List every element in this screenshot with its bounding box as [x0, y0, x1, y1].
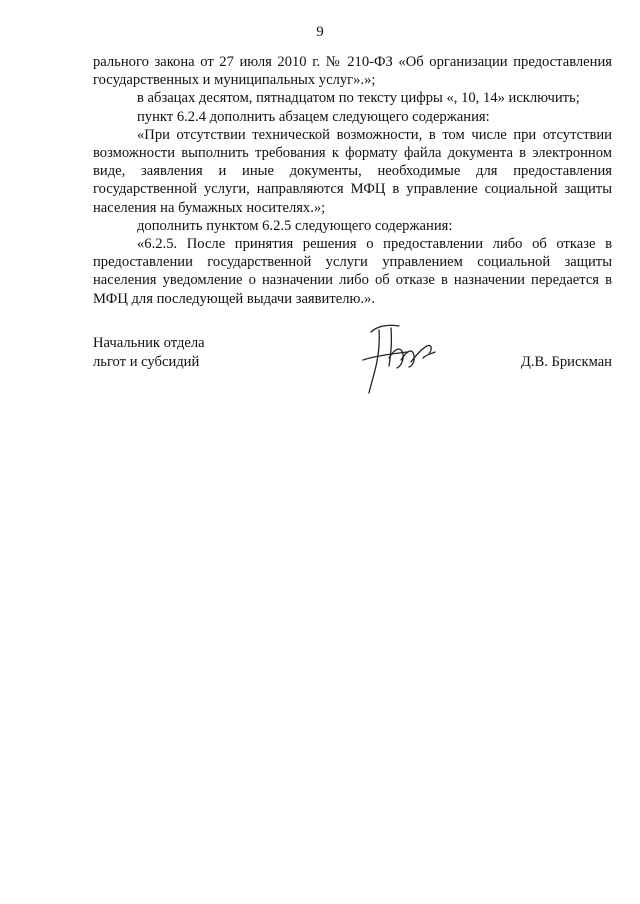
signatory-position	[93, 334, 205, 372]
paragraph-point-6-2-5-intro: дополнить пунктом 6.2.5 следующего содержания:	[137, 217, 453, 234]
paragraph-point-6-2-4-text: «При отсутствии технической возможности, в том числе при отсутствии возможности выполнить требования к формату файла документа в электронном виде, заявления и иные документы, необходимые для предоставления государственной услуги, направляются МФЦ в управление социальной защиты населения на бумажных носителях.»;	[93, 126, 612, 216]
page-number: 9	[316, 24, 324, 40]
signatory-position-line-1: Начальник отдела	[93, 335, 205, 351]
document-body	[93, 53, 612, 308]
paragraph-continuation: рального закона от 27 июля 2010 г. № 210-ФЗ «Об организации предоставления государственных и муниципальных услуг».»;	[93, 54, 612, 89]
paragraph-amendment-digits: в абзацах десятом, пятнадцатом по тексту цифры «, 10, 14» исключить;	[137, 90, 580, 107]
paragraph-point-6-2-4-intro: пункт 6.2.4 дополнить абзацем следующего содержания:	[137, 108, 490, 125]
paragraph-point-6-2-5-text: «6.2.5. После принятия решения о предоставлении либо об отказе в предоставлении государственной услуги управлением социальной защиты населения уведомление о назначении либо об отказе в назначении передается в МФЦ для последующей выдачи заявителю.».	[93, 236, 612, 307]
handwritten-signature	[361, 314, 441, 396]
signatory-name: Д.В. Брискман	[520, 354, 612, 370]
signatory-position-line-2: льгот и субсидий	[93, 354, 200, 370]
signature-block	[93, 334, 612, 394]
